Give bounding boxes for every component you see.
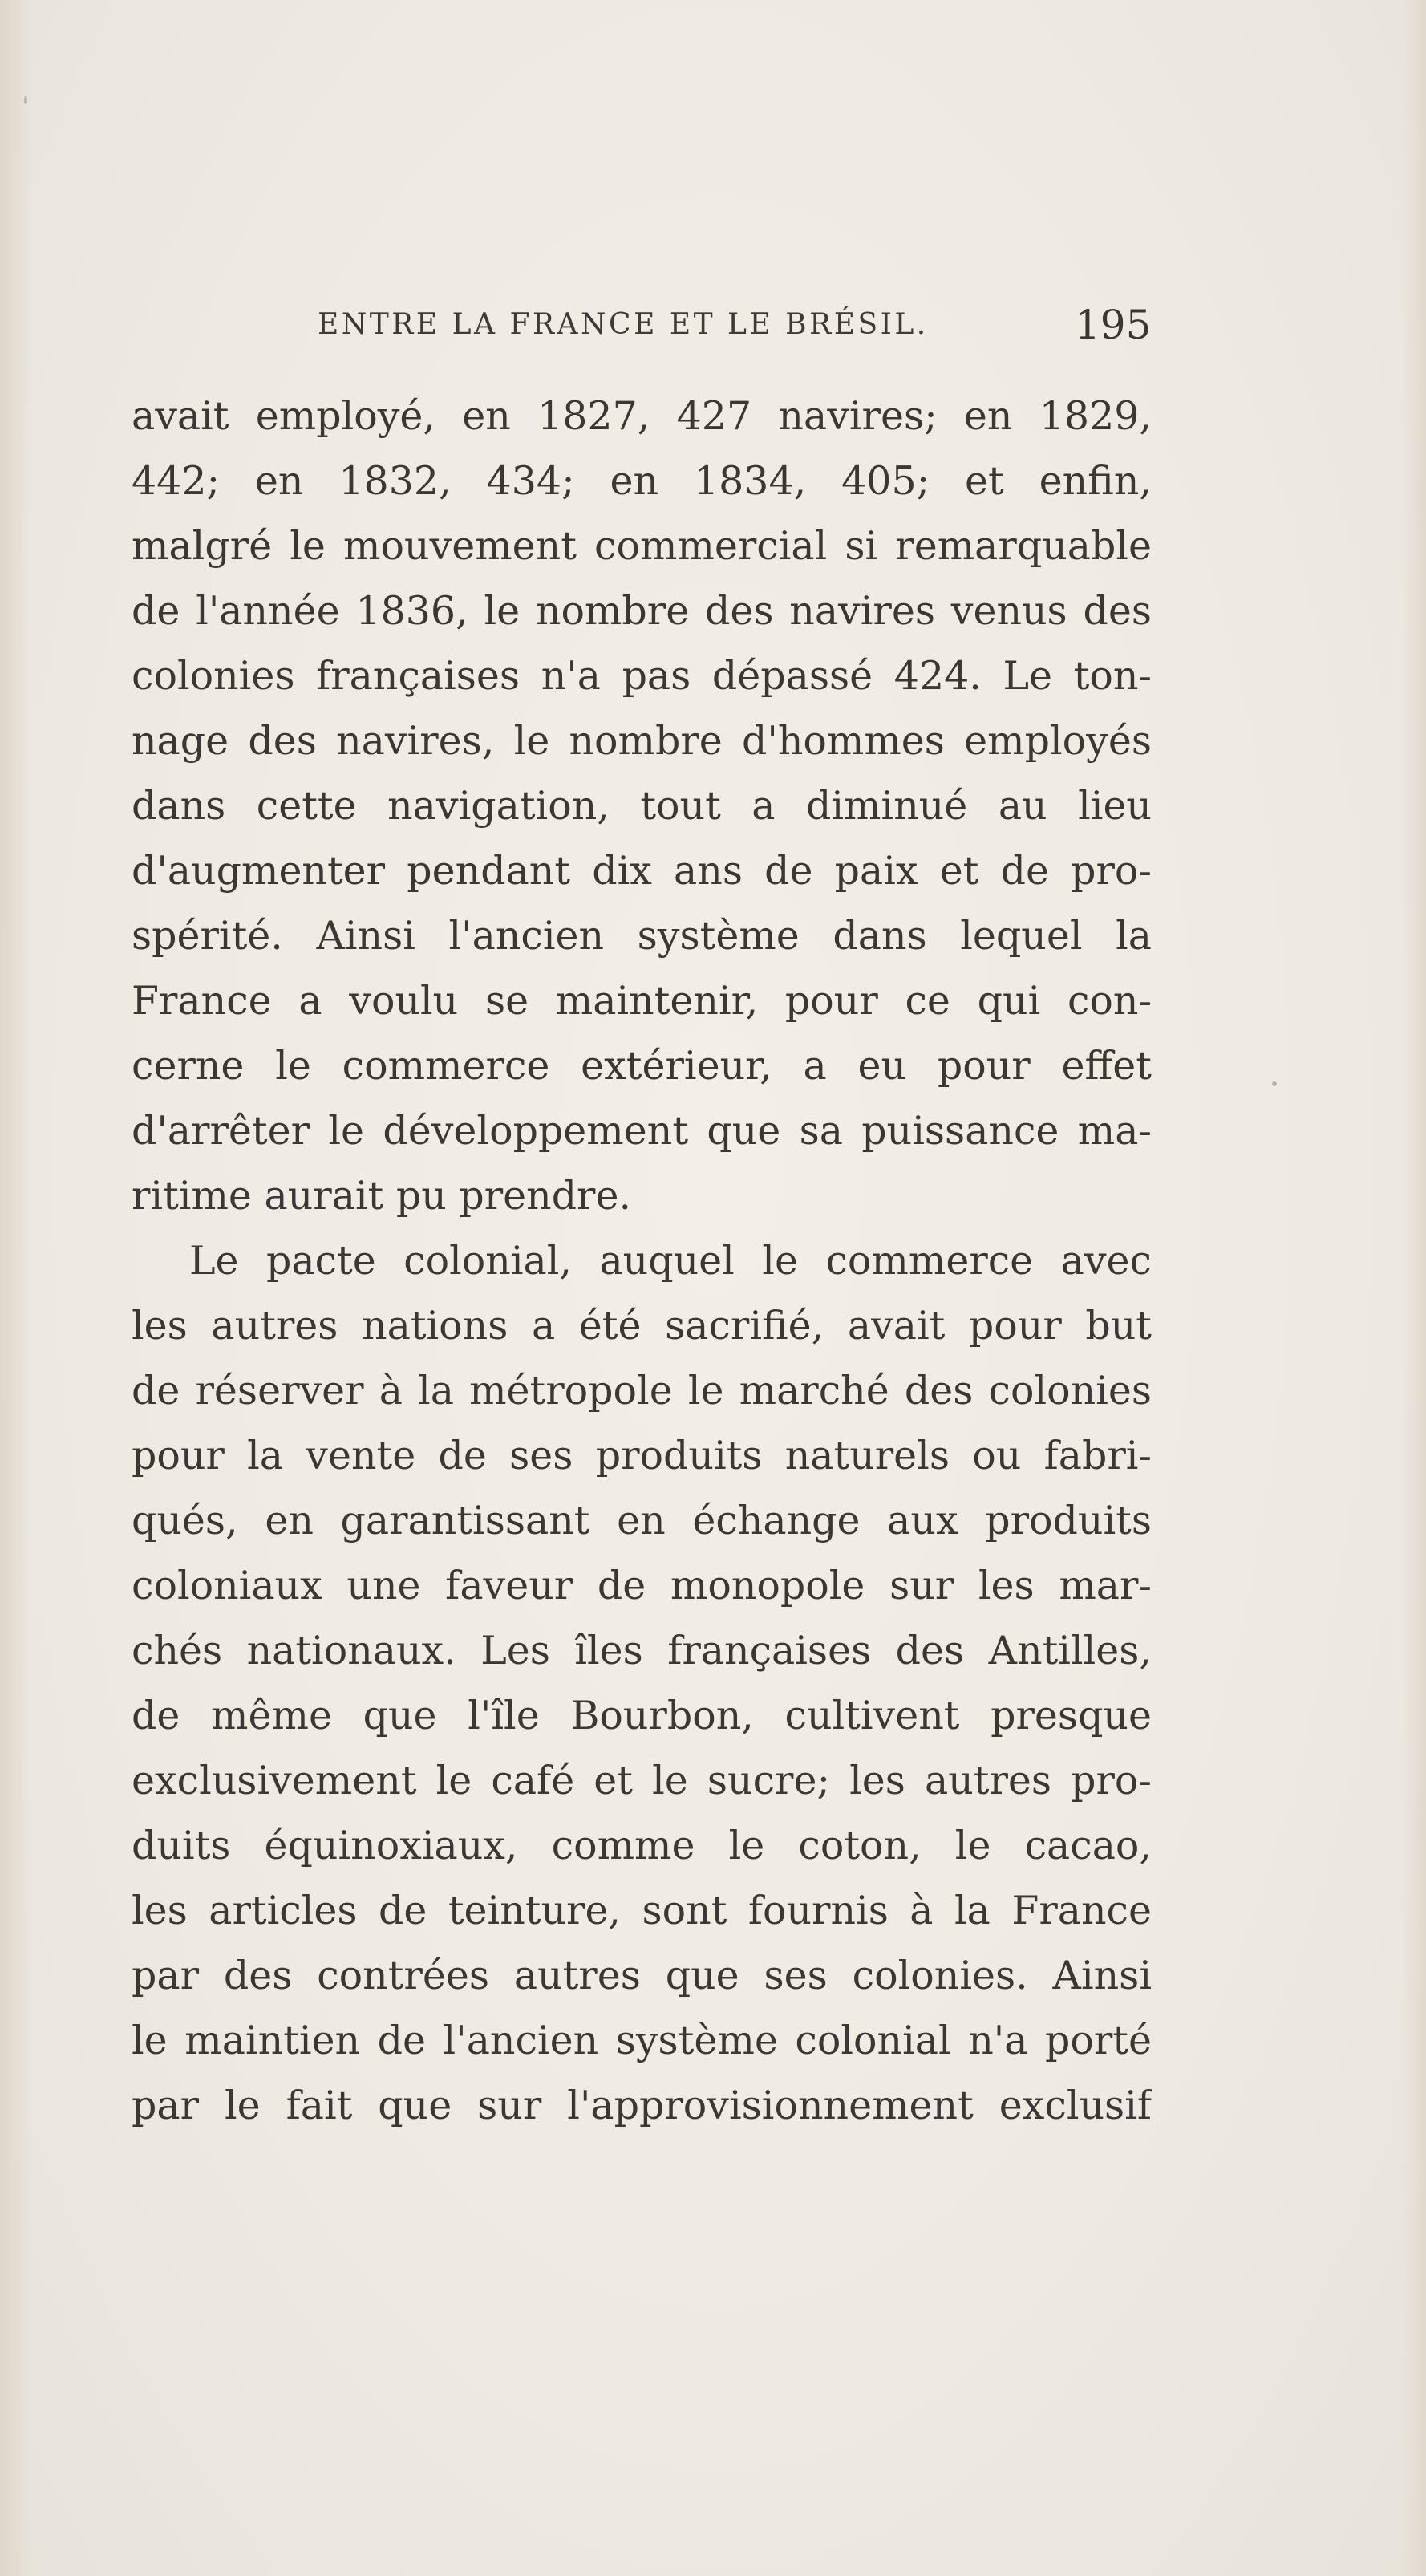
body-text xyxy=(132,383,1152,2138)
text-line: duits équinoxiaux, comme le coton, le cacao, xyxy=(132,1823,1152,1868)
page-edge-left xyxy=(0,0,32,2576)
text-line: exclusivement le café et le sucre; les autres pro- xyxy=(132,1758,1152,1803)
paragraph-end-line: ritime aurait pu prendre. xyxy=(132,1173,632,1219)
text-line: d'arrêter le développement que sa puissance ma- xyxy=(132,1108,1152,1154)
text-line: cerne le commerce extérieur, a eu pour effet xyxy=(132,1043,1152,1089)
text-line: de réserver à la métropole le marché des colonies xyxy=(132,1368,1152,1414)
text-line: avait employé, en 1827, 427 navires; en 1829, xyxy=(132,393,1152,439)
text-line: de même que l'île Bourbon, cultivent presque xyxy=(132,1693,1152,1738)
text-line: colonies françaises n'a pas dépassé 424. Le ton- xyxy=(132,653,1152,699)
text-line: France a voulu se maintenir, pour ce qui con- xyxy=(132,978,1152,1024)
paper-speck xyxy=(24,96,27,104)
paper-speck xyxy=(1272,1081,1277,1086)
text-line: par le fait que sur l'approvisionnement exclusif xyxy=(132,2083,1152,2128)
running-head xyxy=(0,302,1426,358)
paragraph-start-line: Le pacte colonial, auquel le commerce avec xyxy=(189,1238,1152,1284)
text-line: les articles de teinture, sont fournis à la France xyxy=(132,1888,1152,1933)
text-line: d'augmenter pendant dix ans de paix et de pro- xyxy=(132,848,1152,894)
text-line: pour la vente de ses produits naturels ou fabri- xyxy=(132,1433,1152,1479)
page-number: 195 xyxy=(1075,302,1152,348)
text-line: malgré le mouvement commercial si remarquable xyxy=(132,523,1152,569)
text-line: spérité. Ainsi l'ancien système dans lequel la xyxy=(132,913,1152,959)
text-line: qués, en garantissant en échange aux produits xyxy=(132,1498,1152,1544)
text-line: 442; en 1832, 434; en 1834, 405; et enfin, xyxy=(132,458,1152,504)
page-edge-right xyxy=(1402,0,1426,2576)
text-line: coloniaux une faveur de monopole sur les mar- xyxy=(132,1563,1152,1608)
running-title: ENTRE LA FRANCE ET LE BRÉSIL. xyxy=(318,308,929,341)
text-line: par des contrées autres que ses colonies. Ainsi xyxy=(132,1953,1152,1998)
text-line: le maintien de l'ancien système colonial n'a porté xyxy=(132,2018,1152,2063)
text-line: les autres nations a été sacrifié, avait pour but xyxy=(132,1303,1152,1349)
text-line: chés nationaux. Les îles françaises des Antilles, xyxy=(132,1628,1152,1673)
text-line: de l'année 1836, le nombre des navires venus des xyxy=(132,588,1152,634)
text-line: dans cette navigation, tout a diminué au lieu xyxy=(132,783,1152,829)
text-line: nage des navires, le nombre d'hommes employés xyxy=(132,718,1152,764)
